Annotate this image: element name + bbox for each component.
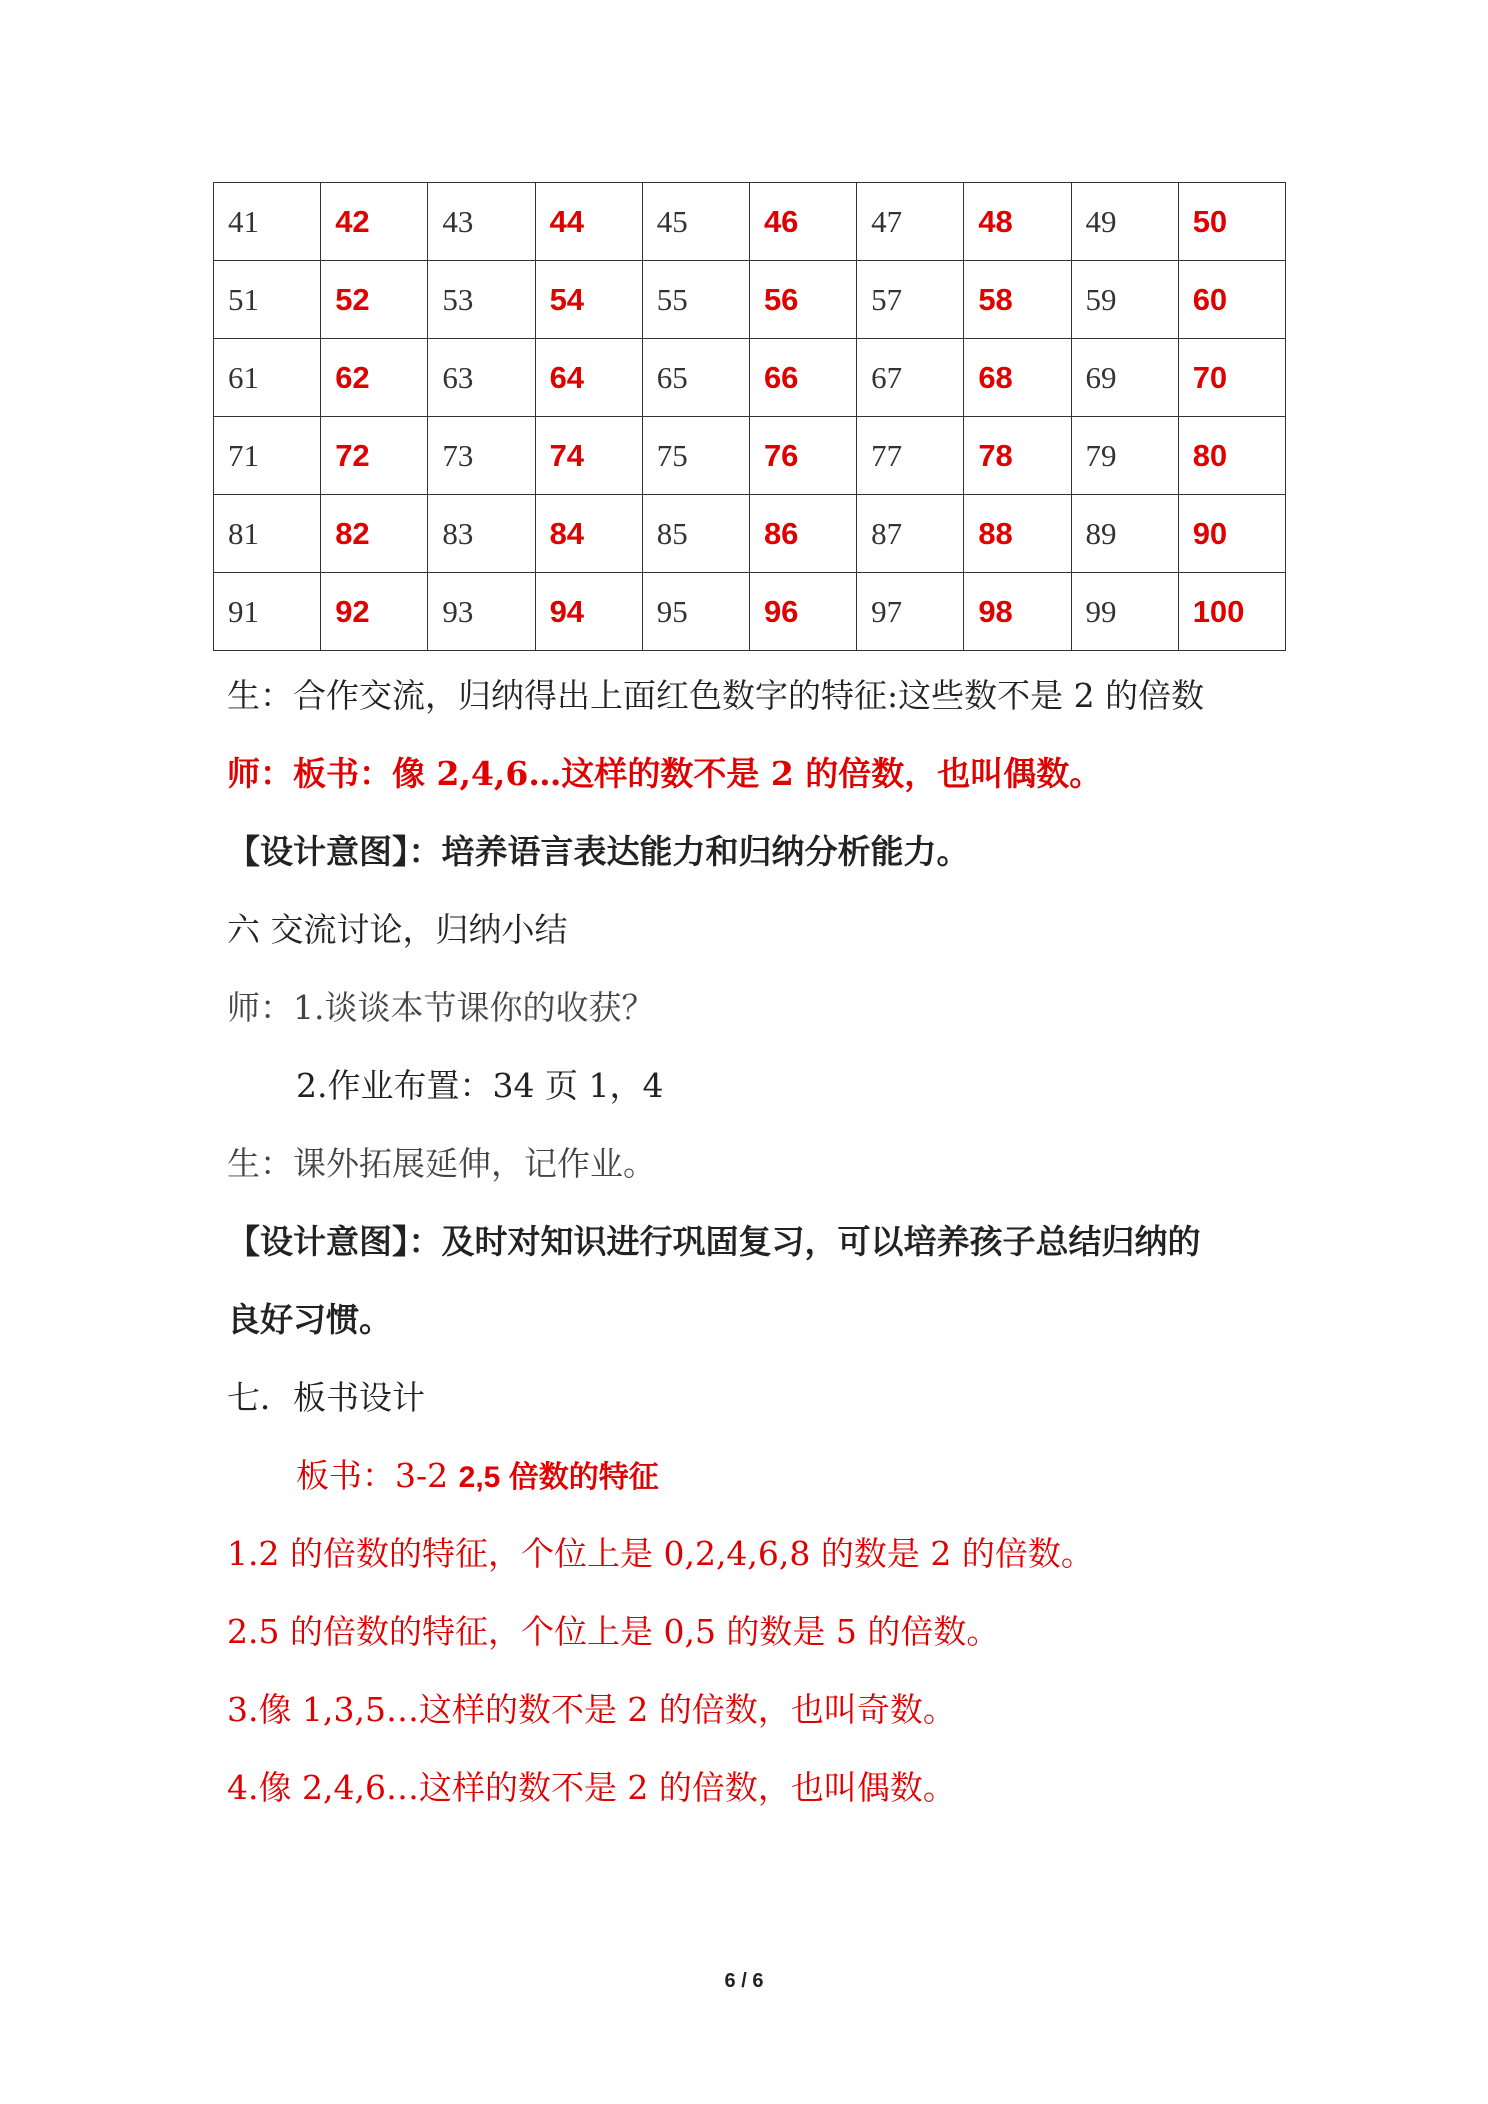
table-cell: 49: [1071, 183, 1178, 261]
table-cell: 52: [321, 261, 428, 339]
table-cell: 83: [428, 495, 535, 573]
table-cell: 42: [321, 183, 428, 261]
table-cell: 73: [428, 417, 535, 495]
table-cell: 55: [642, 261, 749, 339]
number-grid-table: [213, 182, 1286, 651]
table-cell: 58: [964, 261, 1071, 339]
table-cell: 53: [428, 261, 535, 339]
board-item-3: 3.像 1,3,5…这样的数不是 2 的倍数，也叫奇数。: [227, 1690, 956, 1729]
table-cell: 46: [749, 183, 856, 261]
table-cell: 45: [642, 183, 749, 261]
board-title-bold: 2,5 倍数的特征: [458, 1461, 659, 1494]
table-row: [214, 261, 1286, 339]
board-title-prefix: 板书：3-2: [296, 1456, 449, 1495]
design-intent-2-line2: 良好习惯。: [227, 1300, 392, 1339]
board-item-4: 4.像 2,4,6…这样的数不是 2 的倍数，也叫偶数。: [227, 1768, 956, 1807]
homework-assignment: 2.作业布置：34 页 1，4: [296, 1066, 664, 1105]
page-number: 6 / 6: [724, 1970, 764, 1992]
table-cell: 78: [964, 417, 1071, 495]
table-cell: 85: [642, 495, 749, 573]
table-cell: 57: [857, 261, 964, 339]
table-cell: 77: [857, 417, 964, 495]
table-cell: 48: [964, 183, 1071, 261]
section-6-heading: 六 交流讨论，归纳小结: [227, 910, 568, 949]
table-cell: 98: [964, 573, 1071, 651]
table-cell: 71: [214, 417, 321, 495]
table-cell: 64: [535, 339, 642, 417]
table-cell: 56: [749, 261, 856, 339]
table-cell: 84: [535, 495, 642, 573]
table-cell: 80: [1178, 417, 1285, 495]
table-cell: 67: [857, 339, 964, 417]
table-cell: 93: [428, 573, 535, 651]
table-cell: 79: [1071, 417, 1178, 495]
table-cell: 97: [857, 573, 964, 651]
design-intent-1: 【设计意图】：培养语言表达能力和归纳分析能力。: [227, 832, 970, 871]
table-cell: 41: [214, 183, 321, 261]
number-grid-body: [214, 183, 1286, 651]
table-cell: 90: [1178, 495, 1285, 573]
table-cell: 51: [214, 261, 321, 339]
board-item-1: 1.2 的倍数的特征，个位上是 0,2,4,6,8 的数是 2 的倍数。: [227, 1534, 1094, 1573]
table-row: [214, 495, 1286, 573]
table-row: [214, 183, 1286, 261]
table-cell: 96: [749, 573, 856, 651]
table-cell: 66: [749, 339, 856, 417]
table-row: [214, 573, 1286, 651]
table-cell: 82: [321, 495, 428, 573]
table-cell: 76: [749, 417, 856, 495]
table-cell: 74: [535, 417, 642, 495]
table-cell: 62: [321, 339, 428, 417]
table-row: [214, 417, 1286, 495]
student-observation: 生：合作交流，归纳得出上面红色数字的特征:这些数不是 2 的倍数: [227, 676, 1205, 715]
design-intent-2-line1: 【设计意图】：及时对知识进行巩固复习，可以培养孩子总结归纳的: [227, 1222, 1201, 1261]
teacher-board-note: 师：板书：像 2,4,6…这样的数不是 2 的倍数，也叫偶数。: [227, 754, 1103, 793]
table-cell: 65: [642, 339, 749, 417]
table-row: [214, 339, 1286, 417]
table-cell: 43: [428, 183, 535, 261]
table-cell: 94: [535, 573, 642, 651]
board-item-2: 2.5 的倍数的特征，个位上是 0,5 的数是 5 的倍数。: [227, 1612, 1000, 1651]
table-cell: 89: [1071, 495, 1178, 573]
table-cell: 86: [749, 495, 856, 573]
table-cell: 91: [214, 573, 321, 651]
table-cell: 95: [642, 573, 749, 651]
table-cell: 92: [321, 573, 428, 651]
table-cell: 63: [428, 339, 535, 417]
table-cell: 100: [1178, 573, 1285, 651]
table-cell: 75: [642, 417, 749, 495]
table-cell: 61: [214, 339, 321, 417]
table-cell: 60: [1178, 261, 1285, 339]
table-cell: 81: [214, 495, 321, 573]
table-cell: 54: [535, 261, 642, 339]
teacher-question: 师：1.谈谈本节课你的收获？: [227, 988, 655, 1027]
section-7-heading: 七．板书设计: [227, 1378, 425, 1417]
table-cell: 68: [964, 339, 1071, 417]
table-cell: 72: [321, 417, 428, 495]
table-cell: 88: [964, 495, 1071, 573]
board-title: [296, 1456, 659, 1498]
table-cell: 50: [1178, 183, 1285, 261]
table-cell: 69: [1071, 339, 1178, 417]
table-cell: 87: [857, 495, 964, 573]
table-cell: 59: [1071, 261, 1178, 339]
table-cell: 70: [1178, 339, 1285, 417]
table-cell: 47: [857, 183, 964, 261]
table-cell: 44: [535, 183, 642, 261]
table-cell: 99: [1071, 573, 1178, 651]
student-homework: 生：课外拓展延伸，记作业。: [227, 1144, 656, 1183]
